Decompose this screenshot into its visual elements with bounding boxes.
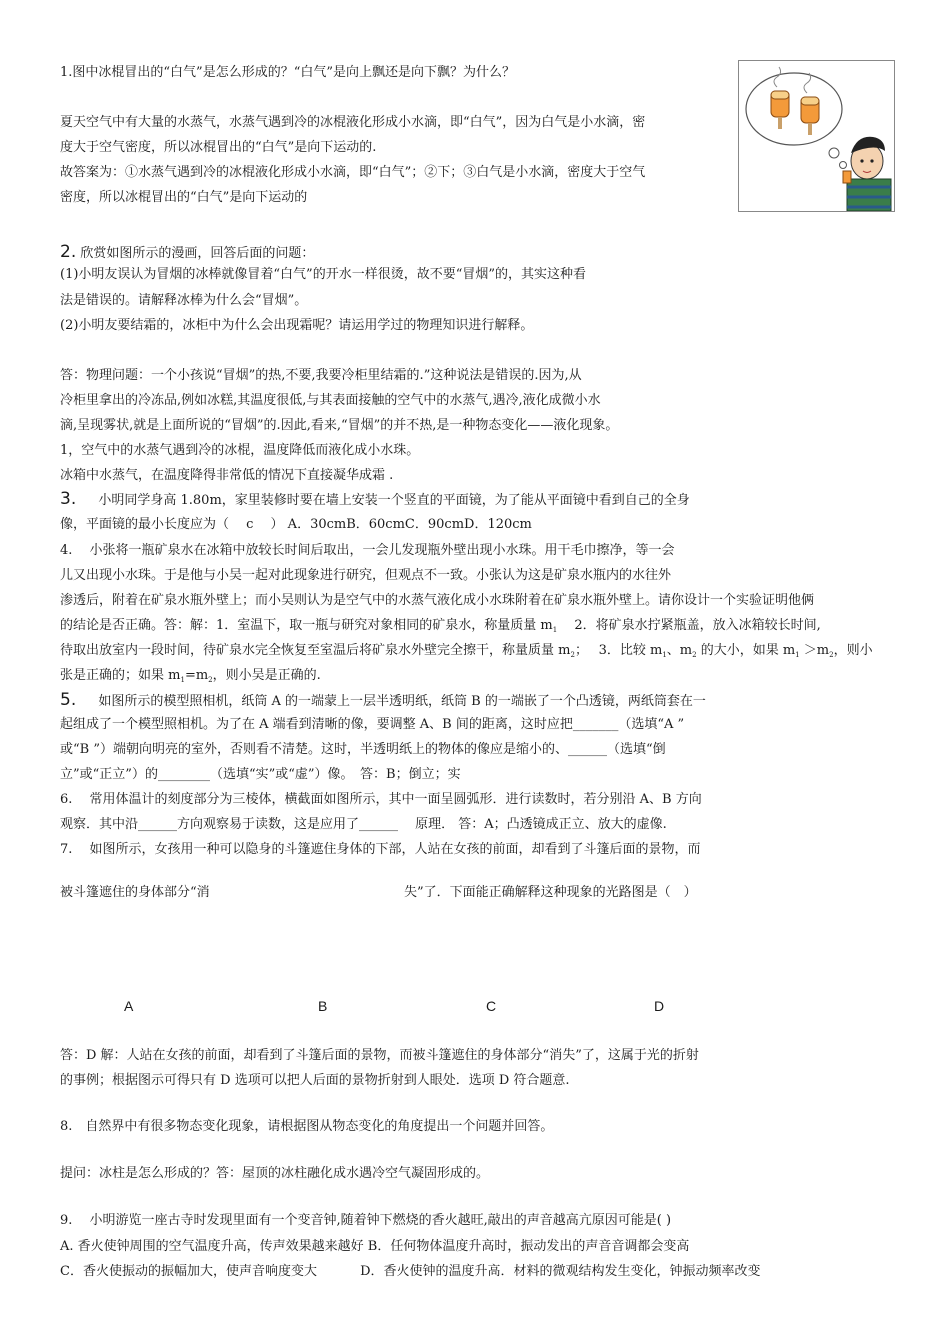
q2-answer: 冰箱中水蒸气，在温度降得非常低的情况下直接凝华成霜 . (60, 468, 394, 483)
option-b-label: B (318, 998, 328, 1014)
q6-answer: 观察．其中沿______方向观察易于读数，这是应用了______ 原理． 答：A；凸透镜成正立、放大的虚像. (60, 817, 667, 832)
q5-line: 起组成了一个模型照相机。为了在 A 端看到清晰的像，要调整 A、B 间的距离，这时应把_______（选填“A ” (60, 717, 685, 732)
cartoon-figure (738, 60, 895, 212)
q8-answer: 提问：冰柱是怎么形成的？答：屋顶的冰柱融化成水遇冷空气凝固形成的。 (60, 1166, 490, 1181)
q3-text: 小明同学身高 1.80m，家里装修时要在墙上安装一个竖直的平面镜，为了能从平面镜中看到自己的全身 (98, 493, 690, 508)
q7-answer: 答：D 解：人站在女孩的前面，却看到了斗篷后面的景物，而被斗篷遮住的身体部分“消失”了，这属于光的折射 (60, 1048, 699, 1063)
q5-answer: 立”或“正立”）的________（选填“实”或“虚”）像。 答：B；倒立；实 (60, 767, 461, 782)
q2-intro: 欣赏如图所示的漫画，回答后面的问题： (80, 246, 315, 261)
q2-answer: 答：物理问题：一个小孩说“冒烟”的热,不要,我要冷柜里结霜的.”这种说法是错误的.因为,从 (60, 368, 582, 383)
q3-line (60, 490, 690, 510)
q4-line: 4. 小张将一瓶矿泉水在冰箱中放较长时间后取出，一会儿发现瓶外壁出现小水珠。用干毛巾擦净，等一会 (60, 543, 675, 558)
q4-text: 的结论是否正确。答：解：1．室温下，取一瓶与研究对象相同的矿泉水，称量质量 m (60, 618, 553, 633)
q2-part: (2)小明友要结霜的，冰柜中为什么会出现霜呢？请运用学过的物理知识进行解释。 (60, 318, 534, 333)
q4-text: =m (184, 668, 209, 683)
q1-answer-line: 度大于空气密度，所以冰棍冒出的“白气”是向下运动的. (60, 140, 377, 155)
q1-question: 1.图中冰棍冒出的“白气”是怎么形成的？“白气”是向上飘还是向下飘？为什么？ (60, 65, 515, 80)
option-a-label: A (124, 998, 134, 1014)
q9-option: C．香火使振动的振幅加大，使声音响度变大 D．香火使钟的温度升高．材料的微观结构发生变化，钟振动频率改变 (60, 1264, 761, 1279)
q7-line: 7. 如图所示，女孩用一种可以隐身的斗篷遮住身体的下部，人站在女孩的前面，却看到了斗篷后面的景物，而 (60, 842, 701, 857)
q7-answer: 的事例；根据图示可得只有 D 选项可以把人后面的景物折射到人眼处．选项 D 符合题意. (60, 1073, 570, 1088)
q9-line: 9. 小明游览一座古寺时发现里面有一个变音钟,随着钟下燃烧的香火越旺,敲出的声音越高亢原因可能是( ) (60, 1213, 672, 1228)
q5-line (60, 691, 706, 711)
q7-line-part1: 被斗篷遮住的身体部分“消 (60, 885, 210, 900)
q4-subscript: 1 (180, 676, 185, 684)
q9-option: A. 香火使钟周围的空气温度升高，传声效果越来越好 B．任何物体温度升高时，振动发出的声音音调都会变高 (60, 1239, 690, 1254)
q4-subscript: 2 (208, 676, 213, 684)
q4-subscript: 2 (829, 651, 834, 659)
q4-subscript: 1 (795, 651, 800, 659)
q1-answer-line: 夏天空气中有大量的水蒸气，水蒸气遇到冷的冰棍液化形成小水滴，即“白气”，因为白气是小水滴，密 (60, 115, 646, 130)
q4-text: 的大小，如果 m (696, 643, 796, 658)
q4-text: 、m (666, 643, 693, 658)
q2-answer: 1，空气中的水蒸气遇到冷的冰棍，温度降低而液化成小水珠。 (60, 443, 420, 458)
q6-line: 6. 常用体温计的刻度部分为三棱体，横截面如图所示，其中一面呈圆弧形．进行读数时，若分别沿 A、B 方向 (60, 792, 702, 807)
q4-text: ＞m (799, 643, 830, 658)
q4-answer (60, 642, 873, 664)
q4-answer (60, 667, 321, 689)
q5-number: 5. (60, 690, 77, 710)
q4-subscript: 2 (570, 651, 575, 659)
q3-options: 像，平面镜的最小长度应为（ c ） A．30cmB．60cmC．90cmD．120cm (60, 517, 532, 532)
q2-answer: 滴,呈现雾状,就是上面所说的“冒烟”的.因此,看来,“冒烟”的并不热,是一种物态变化——液化现象。 (60, 418, 619, 433)
q5-text: 如图所示的模型照相机，纸筒 A 的一端蒙上一层半透明纸，纸筒 B 的一端嵌了一个凸透镜，两纸筒套在一 (98, 694, 706, 709)
q2-answer: 冷柜里拿出的冷冻品,例如冰糕,其温度很低,与其表面接触的空气中的水蒸气,遇冷,液化成微小水 (60, 393, 601, 408)
option-d-label: D (654, 998, 665, 1014)
q4-text: ，则小吴是正确的. (212, 668, 321, 683)
q4-subscript: 2 (692, 651, 697, 659)
cartoon-illustration (739, 61, 894, 211)
q1-answer-line: 故答案为：①水蒸气遇到冷的冰棍液化形成小水滴，即“白气”；②下；③白气是小水滴，密度大于空气 (60, 165, 646, 180)
q4-line: 儿又出现小水珠。于是他与小吴一起对此现象进行研究，但观点不一致。小张认为这是矿泉水瓶内的水往外 (60, 568, 672, 583)
q4-text: 2．将矿泉水拧紧瓶盖，放入冰箱较长时间, (557, 618, 821, 633)
q8-line: 8. 自然界中有很多物态变化现象，请根据图从物态变化的角度提出一个问题并回答。 (60, 1119, 554, 1134)
q2-heading (60, 243, 314, 263)
q4-text: ，则小 (833, 643, 873, 658)
q2-part: (1)小明友误认为冒烟的冰棒就像冒着“白气”的开水一样很烫，故不要“冒烟”的，其实这种看 (60, 267, 586, 282)
q1-answer-line: 密度，所以冰棍冒出的“白气”是向下运动的 (60, 190, 308, 205)
q4-answer (60, 617, 821, 639)
q4-subscript: 1 (552, 626, 558, 634)
q2-part: 法是错误的。请解释冰棒为什么会“冒烟”。 (60, 293, 308, 308)
q5-line: 或“B ”）端朝向明亮的室外，否则看不清楚。这时，半透明纸上的物体的像应是缩小的、______（选填“倒 (60, 742, 666, 757)
q3-number: 3. (60, 489, 77, 509)
q4-subscript: 1 (662, 651, 667, 659)
option-c-label: C (486, 998, 497, 1014)
q4-line: 渗透后，附着在矿泉水瓶外壁上；而小吴则认为是空气中的水蒸气液化成小水珠附着在矿泉水瓶外壁上。请你设计一个实验证明他俩 (60, 593, 815, 608)
q4-text: ； 3．比较 m (574, 643, 663, 658)
q4-text: 张是正确的；如果 m (60, 668, 181, 683)
q2-number: 2. (60, 242, 77, 262)
q7-line-part2: 失”了．下面能正确解释这种现象的光路图是（ ） (404, 885, 697, 900)
q4-text: 待取出放室内一段时间，待矿泉水完全恢复至室温后将矿泉水外壁完全擦干，称量质量 m (60, 643, 571, 658)
